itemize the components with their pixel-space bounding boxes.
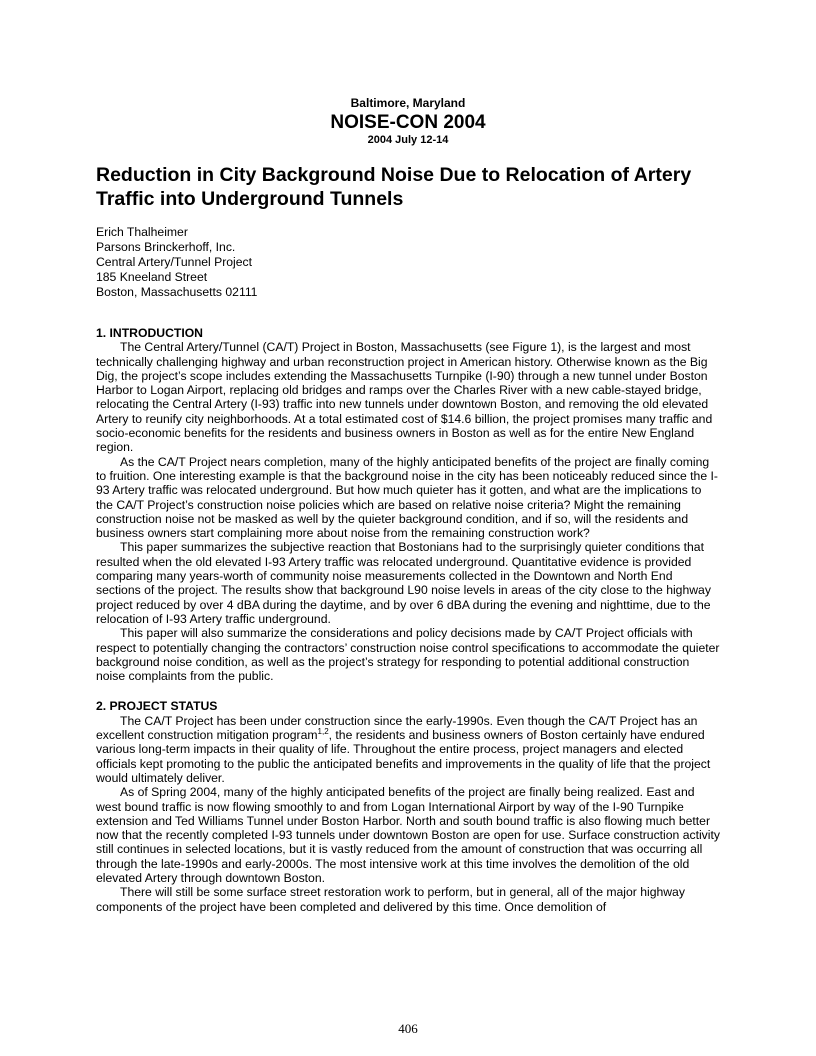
paragraph-text: , the residents and business owners of Boston certainly have endured various long-term impacts in their quality of life. Throughout the entire process, project managers and elected officials kept promoting to the public the anticipated benefits and improvements in the quality of life that the project would ultimately deliver. [96, 728, 711, 785]
paper-page [96, 96, 720, 914]
paragraph-text: The CA/T Project has been under construction since the early-1990s. Even though the CA/T Project has an excellent construction mitigation program [96, 713, 698, 743]
citation-ref: 1,2 [317, 726, 329, 736]
paragraph: This paper will also summarize the considerations and policy decisions made by CA/T Project officials with respect to potentially changing the contractors’ construction noise control specifications to accommodate the quieter background noise condition, as well as the project’s strategy for responding to potential additional construction noise complaints from the public. [96, 626, 720, 684]
author-company: Parsons Brinckerhoff, Inc. [96, 240, 236, 254]
paper-title: Reduction in City Background Noise Due to Relocation of Artery Traffic into Underground Tunnels [96, 164, 692, 210]
author-name: Erich Thalheimer [96, 225, 188, 239]
author-block [96, 225, 720, 300]
paragraph: The Central Artery/Tunnel (CA/T) Project in Boston, Massachusetts (see Figure 1), is the largest and most technically challenging highway and urban reconstruction project in American history. Otherwise known as the Big Dig, the project’s scope includes extending the Massachusetts Turnpike (I-90) through a new tunnel under Boston Harbor to Logan Airport, replacing old bridges and ramps over the Charles River with a new cable-stayed bridge, relocating the Central Artery (I-93) traffic into new tunnels under downtown Boston, and removing the old elevated Artery to reunify city neighborhoods. At a total estimated cost of $14.6 billion, the project promises many traffic and socio-economic benefits for the residents and business owners in Boston as well as for the entire New England region. [96, 340, 713, 455]
conference-date: 2004 July 12-14 [367, 134, 449, 146]
section-introduction [96, 326, 720, 683]
paragraph [96, 714, 720, 785]
author-city: Boston, Massachusetts 02111 [96, 285, 258, 299]
section-heading: 1. INTRODUCTION [96, 326, 203, 340]
paragraph: As of Spring 2004, many of the highly anticipated benefits of the project are finally being realized. East and west bound traffic is now flowing smoothly to and from Logan International Airport by way of the I-90 Turnpike extension and Ted Williams Tunnel under Boston Harbor. North and south bound traffic is also flowing much better now that the recently completed I-93 tunnels under downtown Boston are open for use. Surface construction activity still continues in selected locations, but it is vastly reduced from the amount of construction that was occurring all through the late-1990s and early-2000s. The most intensive work at this time involves the demolition of the old elevated Artery through downtown Boston. [96, 785, 720, 885]
page-number: 406 [398, 1021, 418, 1036]
section-project-status [96, 699, 720, 913]
paragraph: There will still be some surface street restoration work to perform, but in general, all of the major highway components of the project have been completed and delivered by this time. Once demolition of [96, 885, 685, 914]
paragraph: This paper summarizes the subjective reaction that Bostonians had to the surprisingly quieter conditions that resulted when the old elevated I-93 Artery traffic was relocated underground. Quantitative evidence is provided comparing many years-worth of community noise measurements collected in the Downtown and North End sections of the project. The results show that background L90 noise levels in areas of the city close to the highway project reduced by over 4 dBA during the daytime, and by over 6 dBA during the evening and nighttime, due to the relocation of I-93 Artery traffic underground. [96, 540, 711, 626]
author-street: 185 Kneeland Street [96, 270, 208, 284]
conference-header [96, 96, 720, 147]
author-project: Central Artery/Tunnel Project [96, 255, 253, 269]
conference-location: Baltimore, Maryland [350, 96, 466, 110]
conference-name: NOISE-CON 2004 [330, 112, 486, 133]
section-heading: 2. PROJECT STATUS [96, 699, 218, 714]
paragraph: As the CA/T Project nears completion, many of the highly anticipated benefits of the project are finally coming to fruition. One interesting example is that the background noise in the city has been noticeably reduced since the I-93 Artery traffic was relocated underground. But how much quieter has it gotten, and what are the implications to the CA/T Project’s construction noise policies which are based on relative noise criteria? Might the remaining construction noise not be masked as well by the quieter background condition, and if so, will the residents and business owners start complaining more about noise from the remaining construction work? [96, 454, 718, 541]
